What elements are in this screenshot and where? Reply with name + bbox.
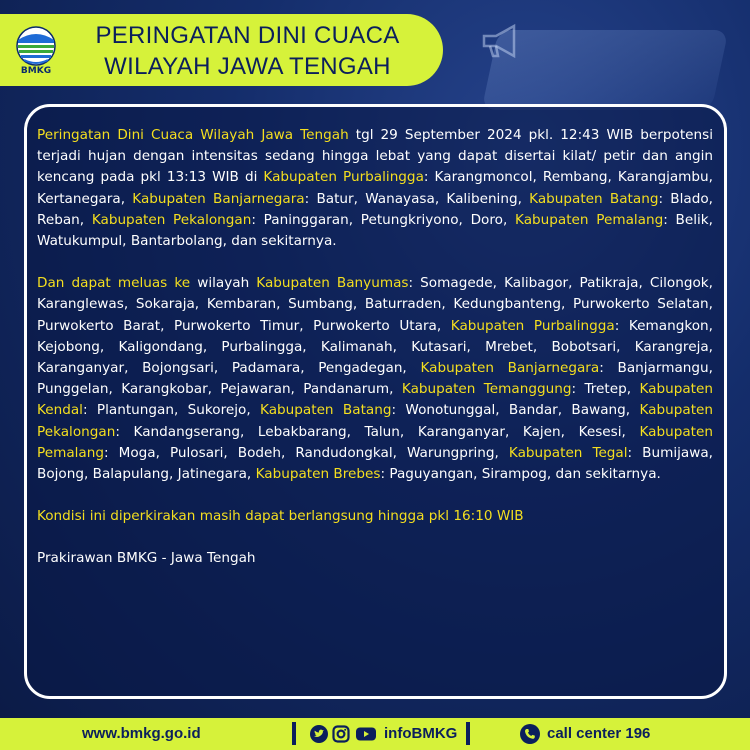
call-center[interactable]: call center 196: [547, 725, 651, 742]
highlight-text: Peringatan Dini Cuaca Wilayah Jawa Tengah: [37, 127, 349, 143]
warning-text: [37, 125, 713, 591]
phone-icon: [520, 724, 540, 744]
highlight-text: Kabupaten Banjarnegara: [420, 360, 600, 377]
footer-divider: [292, 722, 296, 745]
twitter-icon[interactable]: [310, 725, 328, 743]
footer-divider: [466, 722, 470, 745]
footer-bar: [0, 718, 750, 750]
body-text: : Plantungan, Sukorejo,: [82, 402, 261, 419]
highlight-text: Dan dapat meluas ke: [37, 275, 191, 292]
megaphone-icon: [478, 22, 524, 62]
body-text: : Wonotunggal, Bandar, Bawang,: [391, 402, 640, 419]
body-text: : Karangmoncol, Rembang, Karangjambu, Kertanegara,: [37, 169, 713, 207]
body-text: : Tretep,: [571, 381, 640, 398]
highlight-text: Kondisi ini diperkirakan masih dapat berlangsung hingga pkl 16:10 WIB: [37, 508, 524, 525]
highlight-text: Kabupaten Purbalingga: [450, 317, 615, 334]
paragraph-2: [37, 273, 713, 485]
highlight-text: Kabupaten Kendal: [37, 381, 713, 419]
youtube-icon[interactable]: [355, 725, 377, 743]
highlight-text: Kabupaten Pekalongan: [37, 402, 714, 440]
social-handle[interactable]: infoBMKG: [384, 725, 458, 742]
instagram-icon[interactable]: [332, 725, 350, 743]
paragraph-3: [37, 506, 713, 527]
body-text: : Somagede, Kalibagor, Patikraja, Cilongok, Karanglewas, Sokaraja, Kembaran, Sumbang, Baturraden, Kedungbanteng, Purwokerto Selatan, Purwokerto Barat, Purwokerto Timur, Purwokerto Utara,: [37, 275, 714, 334]
body-text: : Belik, Watukumpul, Bantarbolang, dan sekitarnya.: [37, 211, 713, 250]
body-text: : Blado, Reban,: [37, 190, 713, 228]
highlight-text: Kabupaten Temanggung: [401, 381, 572, 398]
highlight-text: Kabupaten Batang: [529, 190, 659, 207]
body-text: : Batur, Wanayasa, Kalibening,: [304, 190, 530, 207]
body-text: : Bumijawa, Bojong, Balapulang, Jatinegara,: [37, 444, 713, 483]
body-text: Prakirawan BMKG - Jawa Tengah: [37, 550, 256, 567]
title-line-1: PERINGATAN DINI CUACA: [95, 22, 400, 49]
body-text: : Paninggaran, Petungkriyono, Doro,: [251, 211, 516, 228]
body-text: : Moga, Pulosari, Bodeh, Randudongkal, Warungpring,: [104, 444, 509, 461]
paragraph-4: [37, 548, 713, 569]
page-title: [70, 20, 425, 82]
body-text: wilayah: [190, 275, 257, 292]
highlight-text: Kabupaten Batang: [260, 402, 392, 419]
logo-label: BMKG: [20, 66, 52, 76]
body-text: : Kandangserang, Lebakbarang, Talun, Karanganyar, Kajen, Kesesi,: [115, 423, 640, 440]
body-text: : Paguyangan, Sirampog, dan sekitarnya.: [380, 466, 661, 483]
highlight-text: Kabupaten Purbalingga: [263, 169, 424, 186]
highlight-text: Kabupaten Tegal: [508, 444, 628, 461]
highlight-text: Kabupaten Pekalongan: [91, 211, 252, 228]
highlight-text: Kabupaten Pemalang: [37, 423, 713, 461]
paragraph-1: [37, 125, 713, 252]
highlight-text: Kabupaten Brebes: [255, 466, 381, 483]
highlight-text: Kabupaten Banyumas: [256, 275, 409, 292]
highlight-text: Kabupaten Banjarnegara: [132, 190, 305, 207]
body-text: tgl 29 September 2024 pkl. 12:43 WIB berpotensi terjadi hujan dengan intensitas sedang hingga lebat yang dapat disertai kilat/ petir dan angin kencang pada pkl 13:13 WIB di: [37, 127, 713, 186]
title-line-2: WILAYAH JAWA TENGAH: [104, 53, 391, 80]
highlight-text: Kabupaten Pemalang: [515, 211, 664, 228]
body-text: : Banjarmangu, Punggelan, Karangkobar, Pejawaran, Pandanarum,: [37, 360, 713, 398]
body-text: : Kemangkon, Kejobong, Kaligondang, Purbalingga, Kalimanah, Kutasari, Mrebet, Bobotsari, Karangreja, Karanganyar, Bojongsari, Padamara, Pengadegan,: [37, 317, 713, 377]
website-link[interactable]: www.bmkg.go.id: [82, 725, 201, 742]
